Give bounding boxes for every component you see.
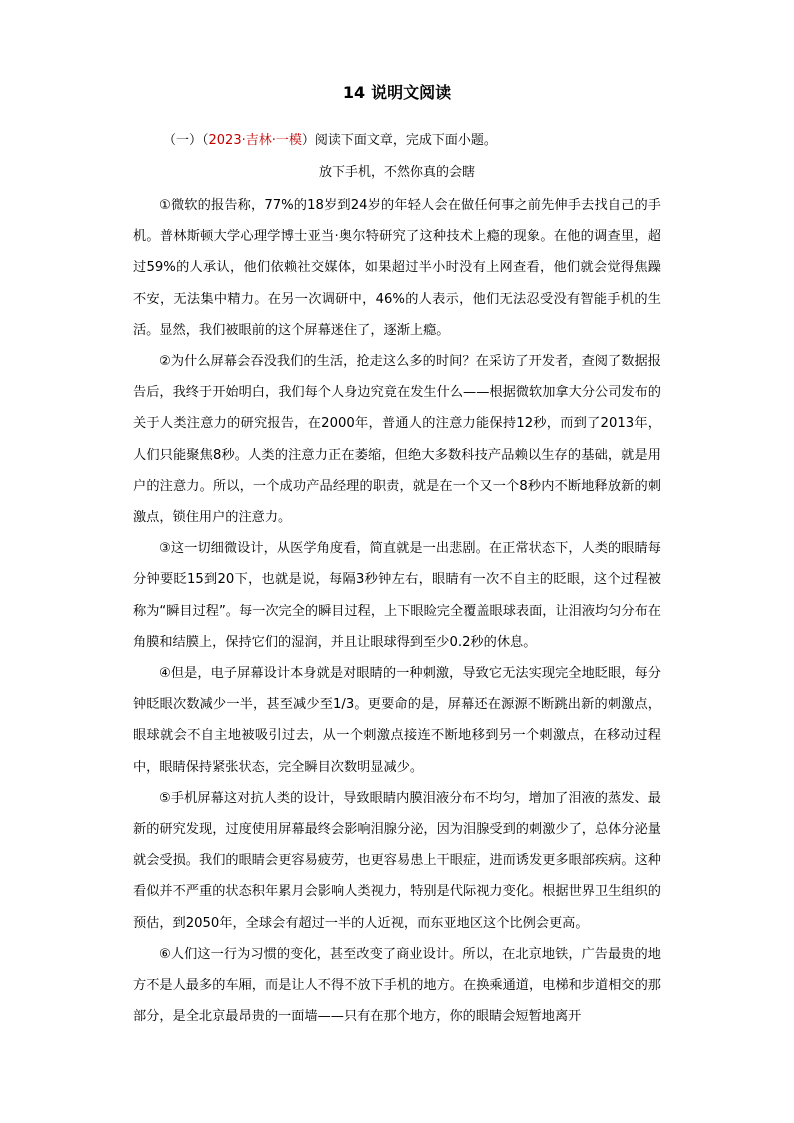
source-instruction: ）阅读下面文章，完成下面小题。 bbox=[301, 133, 497, 148]
paragraph-1: ①微软的报告称，77%的18岁到24岁的年轻人会在做任何事之前先伸手去找自己的手机。普林斯顿大学心理学博士亚当·奥尔特研究了这种技术上瘾的现象。在他的调查里，超过59%的人承认，他们依赖社交媒体，如果超过半小时没有上网查看，他们就会觉得焦躁不安，无法集中精力。在另一次调研中，46%的人表示，他们无法忍受没有智能手机的生活。显然，我们被眼前的这个屏幕迷住了，逐渐上瘾。 bbox=[133, 198, 661, 338]
paragraph-4: ④但是，电子屏幕设计本身就是对眼睛的一种刺激，导致它无法实现完全地眨眼，每分钟眨眼次数减少一半，甚至减少至1/3。更要命的是，屏幕还在源源不断跳出新的刺激点，眼球就会不自主地被吸引过去，从一个刺激点接连不断地移到另一个刺激点，在移动过程中，眼睛保持紧张状态，完全瞬目次数明显减少。 bbox=[133, 666, 661, 775]
exam-source-tag: 2023·吉林·一模 bbox=[208, 133, 302, 148]
section-title: 说明文阅读 bbox=[371, 83, 452, 102]
section-number: 14 bbox=[342, 83, 366, 102]
question-source-line bbox=[163, 129, 497, 148]
paragraph-2: ②为什么屏幕会吞没我们的生活，抢走这么多的时间？在采访了开发者，查阅了数据报告后，我终于开始明白，我们每个人身边究竟在发生什么——根据微软加拿大分公司发布的关于人类注意力的研究报告，在2000年，普通人的注意力能保持12秒，而到了2013年，人们只能聚焦8秒。人类的注意力正在萎缩，但绝大多数科技产品赖以生存的基础，就是用户的注意力。所以，一个成功产品经理的职责，就是在一个又一个8秒内不断地释放新的刺激点，锁住用户的注意力。 bbox=[133, 354, 661, 526]
paragraph-6: ⑥人们这一行为习惯的变化，甚至改变了商业设计。所以，在北京地铁，广告最贵的地方不是人最多的车厢，而是让人不得不放下手机的地方。在换乘通道，电梯和步道相交的那部分，是全北京最昂贵的一面墙——只有在那个地方，你的眼睛会短暂地离开 bbox=[133, 946, 661, 1025]
page-title bbox=[0, 80, 794, 103]
paragraph-3: ③这一切细微设计，从医学角度看，简直就是一出悲剧。在正常状态下，人类的眼睛每分钟要眨15到20下，也就是说，每隔3秒钟左右，眼睛有一次不自主的眨眼，这个过程被称为“瞬目过程”。每一次完全的瞬目过程，上下眼睑完全覆盖眼球表面，让泪液均匀分布在角膜和结膜上，保持它们的湿润，并且让眼球得到至少0.2秒的休息。 bbox=[133, 541, 661, 650]
article-title: 放下手机，不然你真的会瞎 bbox=[318, 165, 475, 180]
article-body bbox=[133, 190, 661, 1032]
paragraph-5: ⑤手机屏幕这对抗人类的设计，导致眼睛内膜泪液分布不均匀，增加了泪液的蒸发、最新的研究发现，过度使用屏幕最终会影响泪腺分泌，因为泪腺受到的刺激少了，总体分泌量就会受损。我们的眼睛会更容易疲劳，也更容易患上干眼症，进而诱发更多眼部疾病。这种看似并不严重的状态积年累月会影响人类视力，特别是代际视力变化。根据世界卫生组织的预估，到2050年，全球会有超过一半的人近视，而东亚地区这个比例会更高。 bbox=[133, 790, 661, 931]
source-prefix: （一）（ bbox=[163, 133, 209, 148]
